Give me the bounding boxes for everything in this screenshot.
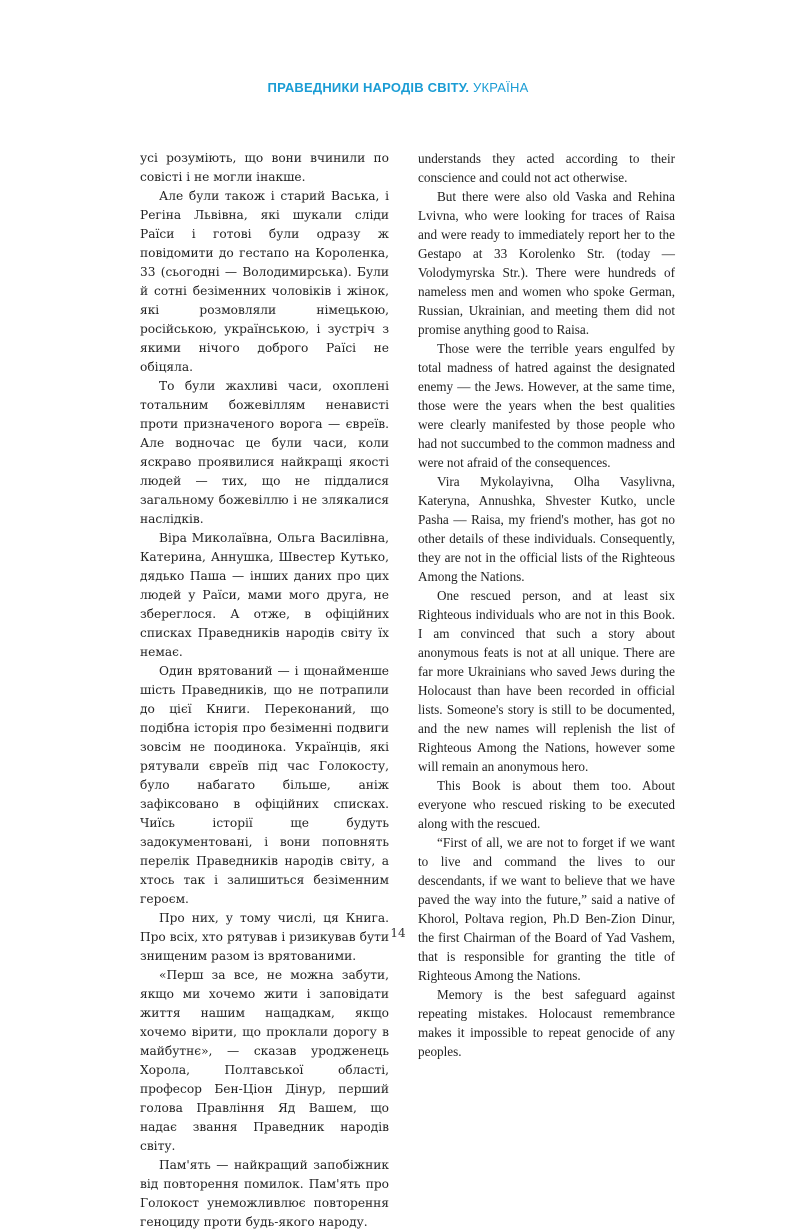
paragraph: This Book is about them too. About everyone who rescued risking to be executed along with the rescued. <box>418 778 675 831</box>
paragraph: «Перш за все, не можна забути, якщо ми хочемо жити і заповідати життя нашим нащадкам, якщо хочемо вірити, що проклали дорогу в майбутнє», — сказав уродженець Хорола, Полтавської області, професор Бен-Ціон Дінур, перший голова Правління Яд Вашем, що надає звання Праведник народів світу. <box>140 968 389 1153</box>
running-header <box>0 80 796 95</box>
paragraph: Memory is the best safeguard against repeating mistakes. Holocaust remembrance makes it impossible to repeat genocide of any peoples. <box>418 987 675 1059</box>
paragraph: Про них, у тому числі, ця Книга. Про всіх, хто рятував і ризикував бути знищеним разом із врятованими. <box>140 911 389 963</box>
paragraph: But there were also old Vaska and Rehina Lvivna, who were looking for traces of Raisa and were ready to immediately report her to the Gestapo at 33 Korolenko Str. (today — Volodymyrska Str.). There were hundreds of nameless men and women who spoke German, Russian, Ukrainian, and meeting them did not promise anything good to Raisa. <box>418 189 675 337</box>
paragraph: understands they acted according to their conscience and could not act otherwise. <box>418 151 675 185</box>
paragraph: Vira Mykolayivna, Olha Vasylivna, Kateryna, Annushka, Shvester Kutko, uncle Pasha — Raisa, my friend's mother, has got no other details of these individuals. Consequently, they are not in the official lists of the Righteous Among the Nations. <box>418 474 675 584</box>
paragraph: Віра Миколаївна, Ольга Василівна, Катерина, Аннушка, Швестер Кутько, дядько Паша — інших даних про цих людей у Раїси, мами мого друга, не збереглося. А отже, в офіційних списках Праведників народів світу їх немає. <box>140 531 389 659</box>
paragraph: усі розуміють, що вони вчинили по совісті і не могли інакше. <box>140 151 389 184</box>
paragraph: То були жахливі часи, охоплені тотальним божевіллям ненависті проти призначеного ворога — євреїв. Але водночас це були часи, коли яскраво проявилися найкращі якості людей — тих, що не піддалися загальному божевіллю і не злякалися наслідків. <box>140 379 389 526</box>
paragraph: Один врятований — і щонайменше шість Праведників, що не потрапили до цієї Книги. Переконаний, що подібна історія про безіменні подвиги зовсім не поодинока. Українців, які рятували євреїв під час Голокосту, було набагато більше, аніж зафіксовано в офіційних списках. Чиїсь історії ще будуть задокументовані, і вони поповнять перелік Праведників народів світу, а хтось так і залишиться безіменним героєм. <box>140 664 389 906</box>
english-text-column <box>418 149 675 1061</box>
ukrainian-text-column <box>140 149 389 1232</box>
header-title: ПРАВЕДНИКИ НАРОДІВ СВІТУ. <box>267 80 470 95</box>
paragraph: Those were the terrible years engulfed by total madness of hatred against the designated enemy — the Jews. However, at the same time, those were the years when the best qualities were clearly manifested by those people who had not succumbed to the common madness and were not afraid of the consequences. <box>418 341 675 470</box>
paragraph: One rescued person, and at least six Righteous individuals who are not in this Book. I am convinced that such a story about anonymous feats is not at all unique. There are far more Ukrainians who saved Jews during the Holocaust than have been recorded in official lists. Someone's story is still to be documented, and the new names will replenish the list of Righteous Among the Nations, however some will remain an anonymous hero. <box>418 588 675 774</box>
page-number: 14 <box>390 926 406 940</box>
header-subtitle: УКРАЇНА <box>469 80 529 95</box>
paragraph: Але були також і старий Васька, і Регіна Львівна, які шукали сліди Раїси і готові були одразу ж повідомити до гестапо на Короленка, 33 (сьогодні — Володимирська). Були й сотні безіменних чоловіків і жінок, які розмовляли німецькою, російською, українською, і зустріч з якими нічого доброго Раїсі не обіцяла. <box>140 189 389 374</box>
paragraph: “First of all, we are not to forget if we want to live and command the lives to our descendants, if we want to believe that we have paved the way into the future,” said a native of Khorol, Poltava region, Ph.D Ben-Zion Dinur, the first Chairman of the Board of Yad Vashem, that is responsible for granting the title of Righteous Among the Nations. <box>418 835 675 983</box>
paragraph: Пам'ять — найкращий запобіжник від повторення помилок. Пам'ять про Голокост унеможливлює повторення геноциду проти будь-якого народу. <box>140 1158 389 1229</box>
